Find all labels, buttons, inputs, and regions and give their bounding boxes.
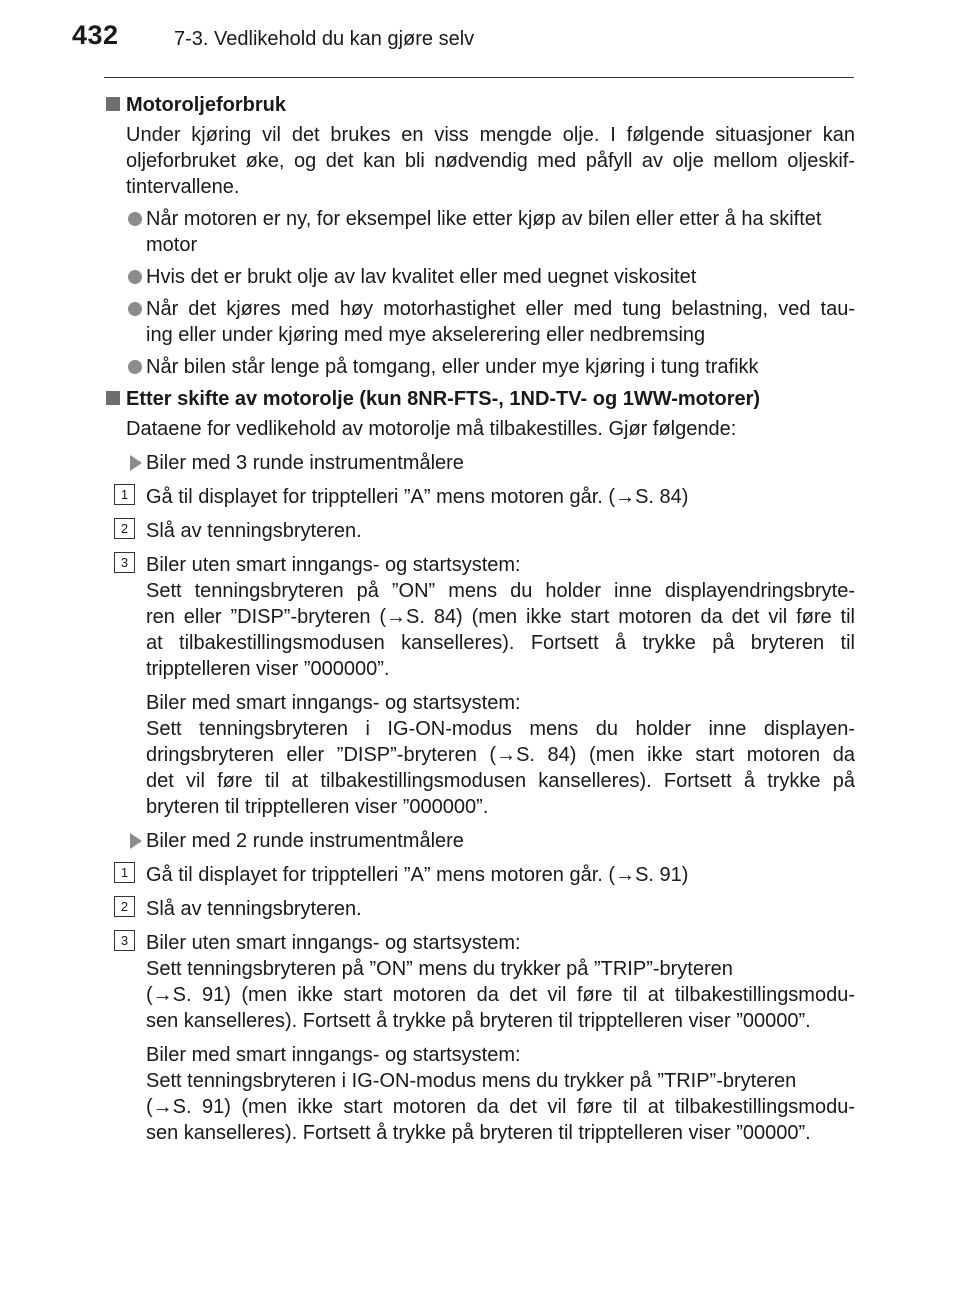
smart-entry-paragraph — [104, 1042, 855, 1146]
triangle-arrow-icon — [130, 833, 142, 849]
text-line: (→S. 91) (men ikke start motoren da det vil føre til at tilbakestillingsmodu- — [146, 1096, 855, 1118]
text-line: Sett tenningsbryteren i IG-ON-modus mens du trykker på ”TRIP”-bryteren — [146, 1070, 797, 1092]
round-bullet-icon — [128, 360, 142, 374]
text-line: tintervallene. — [126, 176, 240, 198]
step-item — [104, 862, 855, 888]
text-line: Biler med smart inngangs- og startsystem: — [146, 692, 521, 714]
step-number: 3 — [114, 930, 135, 951]
heading-text: Etter skifte av motorolje (kun 8NR-FTS-, 1ND-TV- og 1WW-motorer) — [126, 388, 761, 410]
step-item — [104, 896, 855, 922]
text-line: Under kjøring vil det brukes en viss mengde olje. I følgende situasjoner kan — [126, 124, 855, 146]
oil-consumption-heading — [104, 92, 855, 118]
variant-title: Biler med 2 runde instrumentmålere — [146, 830, 464, 852]
step-item — [104, 552, 855, 682]
text-line: Hvis det er brukt olje av lav kvalitet eller med uegnet viskositet — [146, 266, 697, 288]
text-line: Når det kjøres med høy motorhastighet eller med tung belastning, ved tau- — [146, 298, 855, 320]
text-line: Biler med smart inngangs- og startsystem: — [146, 1044, 521, 1066]
step-number: 1 — [114, 484, 135, 505]
list-item — [104, 354, 855, 380]
triangle-arrow-icon — [130, 455, 142, 471]
list-item — [104, 264, 855, 290]
text-line: Når motoren er ny, for eksempel like etter kjøp av bilen eller etter å ha skiftet — [146, 208, 822, 230]
text-line: Sett tenningsbryteren på ”ON” mens du trykker på ”TRIP”-bryteren — [146, 958, 733, 980]
text-line: Sett tenningsbryteren på ”ON” mens du holder inne displayendringsbryte- — [146, 580, 855, 602]
step-number: 2 — [114, 896, 135, 917]
list-item — [104, 296, 855, 348]
text-line: Slå av tenningsbryteren. — [146, 520, 362, 542]
text-line: ing eller under kjøring med mye akselerering eller nedbremsing — [146, 324, 706, 346]
step-item — [104, 484, 855, 510]
text-line: (→S. 91) (men ikke start motoren da det vil føre til at tilbakestillingsmodu- — [146, 984, 855, 1006]
oil-change-intro — [104, 416, 855, 442]
list-item — [104, 206, 855, 258]
text-line: Biler uten smart inngangs- og startsystem: — [146, 554, 521, 576]
text-line: motor — [146, 234, 198, 256]
page-header — [72, 18, 872, 58]
variant-title: Biler med 3 runde instrumentmålere — [146, 452, 464, 474]
page-content — [104, 88, 855, 1146]
text-line: Gå til displayet for tripptelleri ”A” mens motoren går. (→S. 84) — [146, 486, 689, 508]
step-number: 3 — [114, 552, 135, 573]
text-line: Gå til displayet for tripptelleri ”A” mens motoren går. (→S. 91) — [146, 864, 689, 886]
text-line: oljeforbruket øke, og det kan bli nødvendig med påfyll av olje mellom oljeskif- — [126, 150, 855, 172]
section-title: 7-3. Vedlikehold du kan gjøre selv — [174, 28, 475, 50]
text-line: Slå av tenningsbryteren. — [146, 898, 362, 920]
round-bullet-icon — [128, 212, 142, 226]
header-divider — [104, 77, 854, 78]
text-line: Dataene for vedlikehold av motorolje må tilbakestilles. Gjør følgende: — [126, 418, 737, 440]
text-line: dringsbryteren eller ”DISP”-bryteren (→S. 84) (men ikke start motoren da — [146, 744, 855, 766]
text-line: tripptelleren viser ”000000”. — [146, 658, 390, 680]
round-bullet-icon — [128, 302, 142, 316]
step-number: 1 — [114, 862, 135, 883]
smart-entry-paragraph — [104, 690, 855, 820]
square-bullet-icon — [106, 391, 120, 405]
text-line: det vil føre til at tilbakestillingsmodusen kanselleres). Fortsett å trykke på — [146, 770, 855, 792]
round-bullet-icon — [128, 270, 142, 284]
oil-change-heading — [104, 386, 855, 412]
oil-consumption-intro — [104, 122, 855, 200]
vehicle-variant-heading — [104, 828, 855, 854]
text-line: at tilbakestillingsmodusen kanselleres). Fortsett å trykke på bryteren til — [146, 632, 855, 654]
text-line: bryteren til tripptelleren viser ”000000”. — [146, 796, 489, 818]
square-bullet-icon — [106, 97, 120, 111]
text-line: sen kanselleres). Fortsett å trykke på bryteren til tripptelleren viser ”00000”. — [146, 1010, 811, 1032]
text-line: Sett tenningsbryteren i IG-ON-modus mens du holder inne displayen- — [146, 718, 855, 740]
text-line: sen kanselleres). Fortsett å trykke på bryteren til tripptelleren viser ”00000”. — [146, 1122, 811, 1144]
text-line: Biler uten smart inngangs- og startsystem: — [146, 932, 521, 954]
step-item — [104, 930, 855, 1034]
text-line: ren eller ”DISP”-bryteren (→S. 84) (men ikke start motoren da det vil føre til — [146, 606, 855, 628]
text-line: Når bilen står lenge på tomgang, eller under mye kjøring i tung trafikk — [146, 356, 759, 378]
page-number: 432 — [72, 20, 119, 50]
vehicle-variant-heading — [104, 450, 855, 476]
heading-text: Motoroljeforbruk — [126, 94, 286, 116]
step-item — [104, 518, 855, 544]
step-number: 2 — [114, 518, 135, 539]
